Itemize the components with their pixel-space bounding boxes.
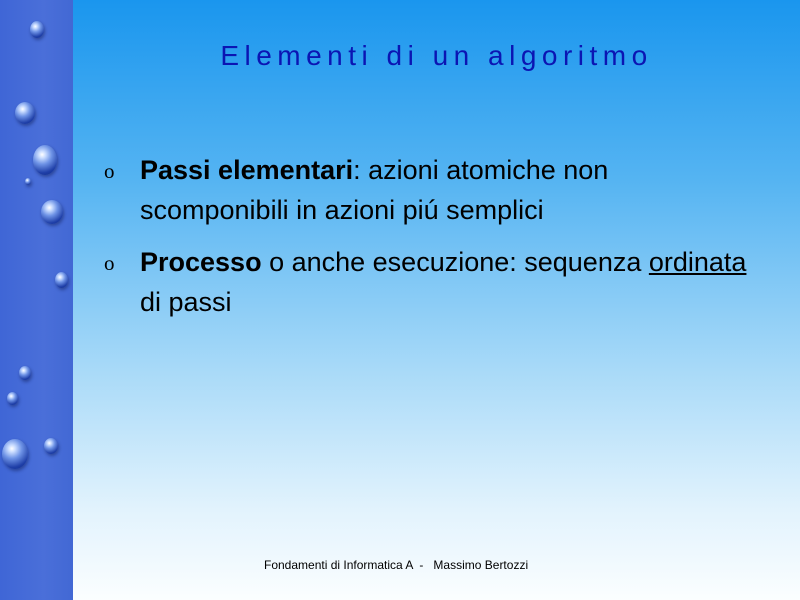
decorative-sidebar — [0, 0, 73, 600]
water-drop-icon — [55, 272, 68, 288]
water-drop-icon — [2, 439, 28, 469]
bullet-term: Passi elementari — [140, 155, 354, 185]
water-drop-icon — [33, 145, 57, 175]
slide-footer — [264, 558, 528, 572]
water-drop-icon — [44, 438, 58, 454]
bullet-item-processo — [104, 242, 764, 322]
bullet-list — [104, 150, 764, 334]
water-drop-icon — [19, 366, 31, 380]
water-drop-icon — [7, 392, 18, 405]
water-drop-icon — [15, 102, 35, 124]
water-drop-icon — [30, 21, 44, 38]
bullet-text: : azioni atomiche non scomponibili in azioni piú semplici — [140, 155, 609, 225]
bullet-text: di passi — [140, 287, 232, 317]
water-drop-icon — [25, 178, 31, 185]
slide-title: Elementi di un algoritmo — [220, 40, 653, 71]
bullet-marker: o — [104, 251, 115, 275]
bullet-text: o anche esecuzione: sequenza — [261, 247, 649, 277]
bullet-term: Processo — [140, 247, 262, 277]
footer-course: Fondamenti di Informatica A — [264, 558, 414, 572]
underlined-term: ordinata — [648, 247, 747, 277]
bullet-marker: o — [104, 159, 115, 183]
water-drop-icon — [41, 200, 63, 224]
footer-author: Massimo Bertozzi — [433, 558, 529, 572]
footer-separator: - — [419, 558, 424, 572]
bullet-item-passi-elementari — [104, 150, 764, 230]
